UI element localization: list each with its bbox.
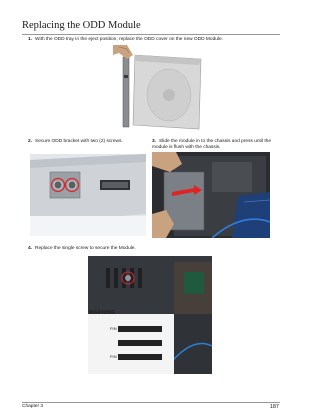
step-2: [28, 139, 144, 145]
odd-bracket-photo: [30, 154, 146, 236]
odd-screw-photo: [88, 256, 212, 374]
step-number: 2.: [28, 139, 33, 144]
step-text: Secure ODD bracket with two (2) screws.: [35, 139, 123, 144]
page-number: 187: [269, 404, 279, 410]
title-divider: [22, 34, 280, 35]
step-number: 4.: [28, 246, 33, 251]
label-pn-1: P/N: [110, 326, 117, 331]
step-text: Replace the single screw to secure the Module.: [35, 246, 136, 251]
odd-insert-photo: [152, 152, 270, 238]
step-4: [28, 246, 278, 252]
step-1: [28, 37, 278, 43]
label-warning-text: WARNING: [89, 310, 116, 316]
odd-cover-photo: [113, 45, 211, 135]
page-title: Replacing the ODD Module: [22, 20, 141, 31]
step-text: Slide the module in to the chassis and press until the module is flush with the chassis.: [152, 139, 272, 150]
step-3: [152, 139, 280, 151]
label-pn-2: P/N: [110, 354, 117, 359]
footer-chapter: Chapter 3: [22, 404, 44, 409]
step-number: 3.: [152, 139, 157, 144]
step-number: 1.: [28, 37, 33, 42]
step-text: With the ODD tray in the eject position, replace the ODD cover on the new ODD Module.: [35, 37, 223, 42]
footer-divider: [22, 402, 280, 403]
